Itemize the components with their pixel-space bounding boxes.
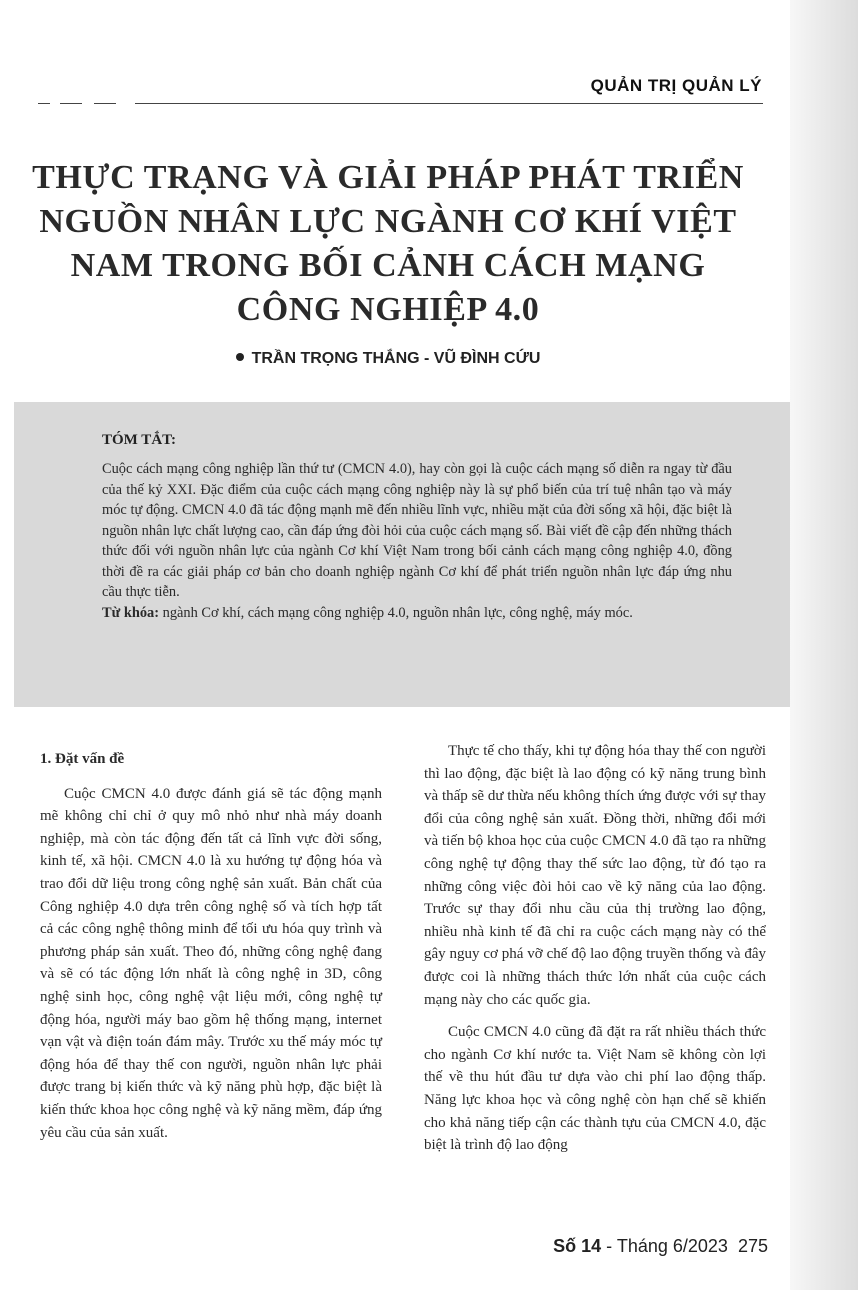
page-number: 275 <box>737 1236 768 1256</box>
body-column-right <box>424 740 766 1167</box>
abstract-content <box>102 432 732 623</box>
abstract-text: Cuộc cách mạng công nghiệp lần thứ tư (CMCN 4.0), hay còn gọi là cuộc cách mạng số diễn ra ngay từ đầu của thế kỷ XXI. Đặc điểm của cuộc cách mạng công nghiệp này là sự phổ biến của trí tuệ nhân tạo và máy móc tự động. CMCN 4.0 đã tác động mạnh mẽ đến nhiều lĩnh vực, nhiều mặt của đời sống xã hội, đặc biệt là nguồn nhân lực chất lượng cao, cần đáp ứng đòi hỏi của cuộc cách mạng số. Bài viết đề cập đến những thách thức đối với nguồn nhân lực của ngành Cơ khí Việt Nam trong bối cảnh cách mạng công nghiệp 4.0, đồng thời đề ra các giải pháp cơ bản cho doanh nghiệp ngành Cơ khí để phát triển nguồn nhân lực đáp ứng nhu cầu thực tiễn. <box>102 461 732 600</box>
header-rule-fragment <box>94 103 116 104</box>
abstract-box <box>14 402 790 707</box>
body-paragraph: Cuộc CMCN 4.0 được đánh giá sẽ tác động mạnh mẽ không chỉ chỉ ở quy mô nhỏ như nhà máy doanh nghiệp, mà còn tác động đến tất cả lĩnh vực đời sống, kinh tế, xã hội. CMCN 4.0 là xu hướng tự động hóa và trao đổi dữ liệu trong công nghệ sản xuất. Bản chất của Công nghiệp 4.0 dựa trên công nghệ số và tích hợp tất cả các công nghệ thông minh để tối ưu hóa quy trình và phương pháp sản xuất. Theo đó, những công nghệ đang và sẽ có tác động lớn nhất là công nghệ in 3D, công nghệ sinh học, công nghệ vật liệu mới, công nghệ tự động hóa, người máy bao gồm hệ thống mạng, internet vạn vật và điện toán đám mây. Trước xu thế máy móc tự động hóa để thay thế con người, nguồn nhân lực phải được trang bị kiến thức và kỹ năng phù hợp, đặc biệt là kiến thức khoa học công nghệ và kỹ năng mềm, đáp ứng yêu cầu của sản xuất. <box>40 785 382 1141</box>
bullet-icon <box>236 353 244 361</box>
keywords-text: ngành Cơ khí, cách mạng công nghiệp 4.0, nguồn nhân lực, công nghệ, máy móc. <box>159 604 633 621</box>
issue-label: Số 14 <box>553 1236 602 1256</box>
page-edge-shadow <box>790 0 858 1290</box>
body-paragraph: Thực tế cho thấy, khi tự động hóa thay thế con người thì lao động, đặc biệt là lao động có kỹ năng trung bình và thấp sẽ dư thừa nếu không thích ứng được với sự thay đổi của công nghệ sản xuất. Đồng thời, những đổi mới và tiến bộ khoa học của cuộc CMCN 4.0 đã tạo ra những công nghệ tự động thay thế sức lao động, từ đó tạo ra những công việc đòi hỏi cao về kỹ năng của lao động. Trước sự thay đổi nhu cầu của thị trường lao động, nhiều nhà kinh tế đã chỉ ra cuộc cách mạng này có thể gây nguy cơ phá vỡ chế độ lao động truyền thống và đây được coi là những thách thức lớn nhất của cuộc cách mạng này cho các quốc gia. <box>424 743 766 1008</box>
article-authors <box>18 350 758 368</box>
section-label: QUẢN TRỊ QUẢN LÝ <box>590 76 762 95</box>
body-column-left <box>40 740 382 1154</box>
keywords-label: Từ khóa: <box>102 604 160 621</box>
header-rule-fragment <box>38 103 50 104</box>
abstract-keywords <box>102 603 732 624</box>
article-title: THỰC TRẠNG VÀ GIẢI PHÁP PHÁT TRIỂN NGUỒN NHÂN LỰC NGÀNH CƠ KHÍ VIỆT NAM TRONG BỐI CẢNH CÁCH MẠNG CÔNG NGHIỆP 4.0 <box>32 159 744 328</box>
section-heading: 1. Đặt vấn đề <box>40 751 125 767</box>
header-rule <box>135 103 763 104</box>
page-footer <box>553 1236 768 1257</box>
authors-text: TRẦN TRỌNG THẮNG - VŨ ĐÌNH CỨU <box>251 350 541 367</box>
abstract-heading: TÓM TẮT: <box>102 432 177 448</box>
header-rule-fragment <box>60 103 82 104</box>
body-paragraph: Cuộc CMCN 4.0 cũng đã đặt ra rất nhiều thách thức cho ngành Cơ khí nước ta. Việt Nam sẽ không còn lợi thế về thu hút đầu tư dựa vào chi phí lao động thấp. Năng lực khoa học và công nghệ còn hạn chế sẽ khiến cho khả năng tiếp cận các thành tựu của CMCN 4.0, đặc biệt là trình độ lao động <box>424 1024 766 1154</box>
issue-date: - Tháng 6/2023 <box>601 1236 728 1256</box>
